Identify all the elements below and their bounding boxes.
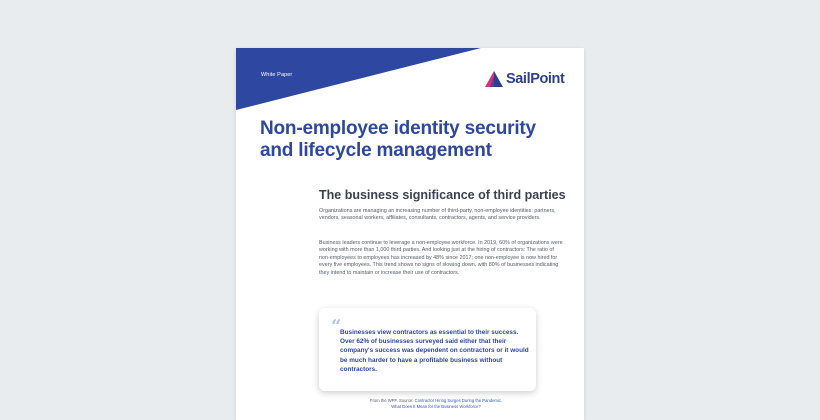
body-paragraph-1: Organizations are managing an increasing number of third-party, non-employee identities: partners, vendors, seasonal workers, affiliates, consultants, contractors, agents, and service providers. bbox=[319, 208, 556, 222]
sailpoint-sail-icon bbox=[484, 70, 504, 88]
brand-name: SailPoint bbox=[506, 71, 565, 87]
section-heading: The business significance of third parties bbox=[319, 188, 566, 202]
pull-quote-card bbox=[319, 308, 536, 391]
source-link-1[interactable]: Contractor Hiring Surges During the Pandemic. bbox=[414, 398, 503, 403]
title-line-2: and lifecycle management bbox=[260, 140, 492, 161]
page-title bbox=[260, 118, 580, 162]
source-prefix: From the WPF. Source: bbox=[369, 398, 415, 403]
pull-quote-text: Businesses view contractors as essential to their success. Over 62% of businesses surveyed said either that their company's success was dependent on contractors or it would be much harder to have a profitable business without contractors. bbox=[340, 329, 529, 373]
title-line-1: Non-employee identity security bbox=[260, 118, 536, 139]
source-link-2[interactable]: What Does It Mean for the Business Workforce? bbox=[391, 404, 481, 410]
sailpoint-logo bbox=[484, 70, 564, 88]
source-citation bbox=[336, 398, 536, 410]
whitepaper-page bbox=[236, 48, 584, 420]
body-paragraph-2: Business leaders continue to leverage a non-employee workforce. In 2019, 60% of organizations were working with more than 1,000 third parties. And looking just at the hiring of contractors: The ratio of non-employees to employees has increased by 48% since 2017; one non-employee is now hired for every five employees. This trend shows no signs of slowing down, with 80% of businesses indicating they intend to maintain or increase their use of contractors. bbox=[319, 240, 563, 276]
open-quote-icon: “ bbox=[331, 316, 342, 337]
document-type-label: White Paper bbox=[261, 72, 293, 78]
